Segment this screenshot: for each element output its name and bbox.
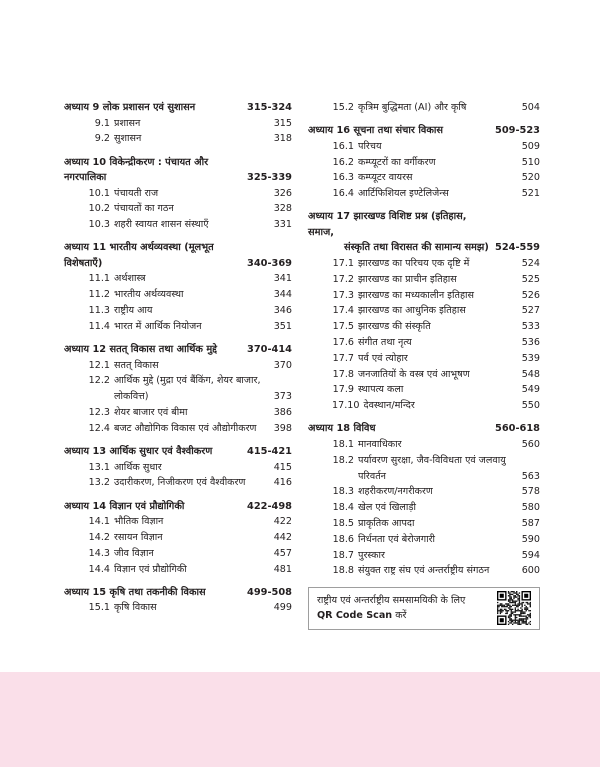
entry-number: 11.4: [88, 320, 110, 332]
entry-number: 18.8: [332, 565, 354, 577]
entry-label: [308, 100, 510, 116]
toc-entry[interactable]: [64, 186, 292, 202]
entry-title: पंचायतों का गठन: [114, 203, 174, 215]
toc-entry[interactable]: [64, 421, 292, 437]
entry-title: राष्ट्रीय आय: [114, 305, 153, 317]
entry-label: [64, 319, 262, 335]
entry-page: 509: [521, 140, 540, 152]
entry-title: कृषि विकास: [114, 602, 157, 614]
entry-page: 422: [273, 516, 292, 528]
entry-label: [64, 514, 262, 530]
entry-number: 9.2: [94, 133, 110, 145]
entry-number: 17.3: [332, 289, 354, 301]
entry-number: 11.1: [88, 273, 110, 285]
entry-title: विज्ञान एवं प्रौद्योगिकी: [114, 563, 187, 575]
entry-label: [308, 170, 510, 186]
entry-label: [308, 398, 510, 414]
entry-label: [308, 139, 510, 155]
entry-page: 457: [273, 547, 292, 559]
chapter-page-range: 340-369: [247, 257, 292, 269]
entry-page: 326: [273, 187, 292, 199]
toc-entry[interactable]: [64, 271, 292, 287]
entry-number: 18.3: [332, 486, 354, 498]
toc-entry[interactable]: [308, 367, 540, 383]
toc-entry[interactable]: [308, 351, 540, 367]
chapter-heading[interactable]: [64, 585, 292, 601]
entry-number: 16.1: [332, 140, 354, 152]
entry-label: [308, 367, 510, 383]
entry-page: 416: [273, 477, 292, 489]
qr-scan-label: QR Code Scan: [317, 610, 393, 622]
toc-entry[interactable]: [64, 373, 292, 405]
entry-page: 600: [521, 565, 540, 577]
entry-page: 499: [273, 602, 292, 614]
entry-number: 13.2: [88, 477, 110, 489]
entry-label: [308, 500, 510, 516]
toc-entry[interactable]: [64, 460, 292, 476]
entry-number: 12.1: [88, 359, 110, 371]
chapter-title-line: अध्याय 14 विज्ञान एवं प्रौद्योगिकी: [64, 500, 185, 512]
entry-title: आर्टिफिशियल इण्टेलिजेन्स: [358, 188, 449, 200]
entry-page: 527: [521, 305, 540, 317]
chapter-heading[interactable]: [64, 240, 292, 271]
entry-title: झारखण्ड की संस्कृति: [358, 321, 431, 333]
entry-label: [64, 373, 262, 405]
entry-label: [308, 256, 510, 272]
chapter-page-range: 415-421: [247, 446, 292, 458]
toc-entry[interactable]: [64, 201, 292, 217]
entry-label: [64, 201, 262, 217]
entry-page: 548: [521, 368, 540, 380]
toc-entry[interactable]: [308, 256, 540, 272]
entry-page: 560: [521, 438, 540, 450]
entry-label: [308, 516, 510, 532]
chapter-title: [64, 342, 247, 358]
entry-title: पुरस्कार: [358, 549, 385, 561]
entry-title: उदारीकरण, निजीकरण एवं वैश्वीकरण: [114, 477, 246, 489]
chapter-title: [64, 100, 247, 116]
chapter-heading[interactable]: [64, 499, 292, 515]
entry-title: शेयर बाजार एवं बीमा: [114, 407, 188, 419]
entry-label: [64, 303, 262, 319]
entry-number: 13.1: [88, 461, 110, 473]
entry-title: अर्थशास्त्र: [114, 273, 146, 285]
entry-number: 18.6: [332, 533, 354, 545]
chapter-heading[interactable]: [64, 155, 292, 186]
chapter-title-line: अध्याय 17 झारखण्ड विशिष्ट प्रश्न (इतिहास, समाज,: [308, 211, 467, 238]
toc-entry[interactable]: [308, 398, 540, 414]
entry-title: भारत में आर्थिक नियोजन: [114, 320, 202, 332]
toc-entry[interactable]: [64, 303, 292, 319]
entry-number: 15.2: [332, 102, 354, 113]
qr-text: [317, 593, 465, 623]
qr-code-box: [308, 587, 540, 630]
entry-page: 533: [521, 321, 540, 333]
entry-label: [64, 475, 262, 491]
entry-page: 315: [273, 117, 292, 129]
entry-page: 442: [273, 532, 292, 544]
entry-title: झारखण्ड का आधुनिक इतिहास: [358, 305, 466, 317]
entry-page: 481: [273, 563, 292, 575]
chapter-page-range: 422-498: [247, 500, 292, 512]
chapter-page-range: 560-618: [495, 423, 540, 435]
entry-title: झारखण्ड का परिचय एक दृष्टि में: [358, 257, 470, 269]
entry-label: [308, 303, 510, 319]
entry-title: पंचायती राज: [114, 187, 159, 199]
chapter-section: [64, 342, 292, 436]
toc-entry[interactable]: [64, 600, 292, 616]
entry-label: [308, 272, 510, 288]
chapter-page-range: 509-523: [495, 125, 540, 137]
toc-entry[interactable]: [308, 563, 540, 579]
chapter-page-range: 499-508: [247, 586, 292, 598]
entry-page: 590: [521, 533, 540, 545]
entry-page: 341: [273, 273, 292, 285]
entry-number: 18.4: [332, 502, 354, 514]
chapter-title-line: अध्याय 13 आर्थिक सुधार एवं वैश्वीकरण: [64, 446, 213, 458]
qr-text-line2: [317, 608, 465, 623]
entry-label: [308, 335, 510, 351]
entry-number: 17.4: [332, 305, 354, 317]
chapter-title: [64, 585, 247, 601]
toc-entry[interactable]: [308, 516, 540, 532]
toc-entry[interactable]: [64, 530, 292, 546]
toc-entry[interactable]: [308, 437, 540, 453]
chapter-heading[interactable]: [308, 123, 540, 139]
entry-page: 504: [521, 102, 540, 113]
toc-entry[interactable]: [308, 288, 540, 304]
entry-title: परिचय: [358, 140, 382, 152]
toc-entry[interactable]: [308, 548, 540, 564]
entry-page: 520: [521, 172, 540, 184]
entry-page: 344: [273, 289, 292, 301]
entry-number: 17.9: [332, 384, 354, 396]
entry-number: 16.3: [332, 172, 354, 184]
entry-number: 18.2: [332, 454, 354, 466]
chapter-title: [64, 499, 247, 515]
entry-label: [64, 421, 262, 437]
entry-label: [64, 358, 262, 374]
entry-page: 594: [521, 549, 540, 561]
entry-page: 563: [521, 470, 540, 482]
entry-label: [64, 271, 262, 287]
chapter-title-line: संस्कृति तथा विरासत की सामान्य समझ): [344, 242, 489, 254]
entry-label: [64, 530, 262, 546]
entry-label: [308, 382, 510, 398]
entry-label: [64, 562, 262, 578]
entry-title: संगीत तथा नृत्य: [358, 336, 412, 348]
toc-right-column: [308, 100, 540, 630]
chapter-title-line: अध्याय 11 भारतीय अर्थव्यवस्था (मूलभूत विशेषताएँ): [64, 242, 214, 269]
entry-number: 17.5: [332, 321, 354, 333]
entry-page: 525: [521, 273, 540, 285]
chapter-section: [308, 209, 540, 413]
entry-page: 510: [521, 156, 540, 168]
entry-label: [64, 116, 262, 132]
toc-entry[interactable]: [308, 335, 540, 351]
entry-title: देवस्थान/मन्दिर: [363, 400, 415, 412]
chapter-title-line: अध्याय 12 सतत् विकास तथा आर्थिक मुद्दे: [64, 344, 217, 356]
toc-entry[interactable]: [308, 155, 540, 171]
entry-number: 16.4: [332, 188, 354, 200]
chapter-heading[interactable]: [308, 209, 540, 256]
entry-title: सतत् विकास: [114, 359, 159, 371]
entry-page: 578: [521, 486, 540, 498]
toc-entry[interactable]: [308, 170, 540, 186]
chapter-section: [308, 421, 540, 579]
entry-number: 10.2: [88, 203, 110, 215]
toc-entry[interactable]: [64, 116, 292, 132]
entry-page: 539: [521, 352, 540, 364]
entry-number: 11.2: [88, 289, 110, 301]
chapter-title-line: अध्याय 10 विकेन्द्रीकरण : पंचायत और नगरपालिका: [64, 156, 209, 184]
chapter-title: [308, 123, 495, 139]
entry-title: पर्यावरण सुरक्षा, जैव-विविधता एवं जलवायु परिवर्तन: [358, 454, 506, 482]
entry-title: कम्प्यूटरों का वर्गीकरण: [358, 156, 436, 168]
toc-entry[interactable]: [308, 532, 540, 548]
chapter-title: [308, 421, 495, 437]
entry-label: [308, 319, 510, 335]
entry-page: 536: [521, 336, 540, 348]
entry-label: [308, 186, 510, 202]
entry-title: झारखण्ड का मध्यकालीन इतिहास: [358, 289, 475, 301]
entry-label: [64, 131, 262, 147]
entry-title: मानवाधिकार: [358, 438, 402, 450]
toc-entry[interactable]: [64, 405, 292, 421]
entry-title: प्राकृतिक आपदा: [358, 517, 415, 529]
chapter-section: [64, 585, 292, 616]
entry-title: भारतीय अर्थव्यवस्था: [114, 289, 184, 301]
entry-number: 10.1: [88, 187, 110, 199]
entry-label: [308, 155, 510, 171]
entry-page: 526: [521, 289, 540, 301]
toc-entry[interactable]: [308, 186, 540, 202]
entry-title: शहरीकरण/नगरीकरण: [358, 486, 433, 498]
toc-entry[interactable]: [308, 500, 540, 516]
toc-entry[interactable]: [308, 100, 540, 116]
entry-page: 587: [521, 517, 540, 529]
entry-page: 550: [521, 400, 540, 412]
toc-entry[interactable]: [64, 562, 292, 578]
chapter-section: [308, 123, 540, 202]
entry-title: रसायन विज्ञान: [114, 532, 163, 544]
chapter-page-range: 524-559: [495, 242, 540, 254]
chapter-title: [64, 155, 247, 186]
entry-page: 370: [273, 359, 292, 371]
toc-entry[interactable]: [308, 139, 540, 155]
toc-entry[interactable]: [64, 514, 292, 530]
entry-label: [64, 600, 262, 616]
entry-title: जीव विज्ञान: [114, 547, 154, 559]
entry-number: 12.4: [88, 422, 110, 434]
toc-entry[interactable]: [308, 272, 540, 288]
entry-label: [308, 437, 510, 453]
entry-label: [308, 484, 510, 500]
entry-number: 12.3: [88, 407, 110, 419]
entry-number: 17.2: [332, 273, 354, 285]
chapter-title: [64, 240, 247, 271]
footer-band: [0, 672, 600, 767]
entry-number: 18.7: [332, 549, 354, 561]
toc-entry[interactable]: [64, 131, 292, 147]
chapter-page-range: 315-324: [247, 102, 292, 113]
chapter-section: [64, 240, 292, 334]
chapter-title: [64, 444, 247, 460]
toc-entry[interactable]: [64, 358, 292, 374]
chapter-heading[interactable]: [64, 342, 292, 358]
entry-page: 318: [273, 133, 292, 145]
entry-title: स्थापत्य कला: [358, 384, 404, 396]
entry-page: 549: [521, 384, 540, 396]
entry-title: प्रशासन: [114, 117, 141, 129]
entry-page: 351: [273, 320, 292, 332]
entry-title: जनजातियों के वस्त्र एवं आभूषण: [358, 368, 470, 380]
entry-title: निर्धनता एवं बेरोजगारी: [358, 533, 436, 545]
entry-label: [308, 532, 510, 548]
entry-page: 331: [273, 219, 292, 231]
chapter-title-line: अध्याय 9 लोक प्रशासन एवं सुशासन: [64, 102, 196, 113]
entry-number: 17.7: [332, 352, 354, 364]
entry-number: 18.5: [332, 517, 354, 529]
entry-label: [64, 546, 262, 562]
entry-number: 14.2: [88, 532, 110, 544]
chapter-page-range: 325-339: [247, 172, 292, 184]
chapter-title-line: अध्याय 16 सूचना तथा संचार विकास: [308, 125, 444, 137]
entry-page: 580: [521, 502, 540, 514]
entry-label: [308, 563, 510, 579]
entry-number: 17.8: [332, 368, 354, 380]
entry-title: कृत्रिम बुद्धिमता (AI) और कृषि: [358, 102, 467, 113]
chapter-heading[interactable]: [64, 100, 292, 116]
entry-number: 11.3: [88, 305, 110, 317]
chapter-section: [64, 444, 292, 491]
entry-number: 17.1: [332, 257, 354, 269]
qr-scan-suffix: करें: [392, 610, 407, 622]
entry-page: 328: [273, 203, 292, 215]
chapter-title-line: अध्याय 18 विविध: [308, 423, 376, 435]
qr-code-icon[interactable]: [497, 591, 531, 625]
chapter-heading[interactable]: [308, 421, 540, 437]
entry-title: बजट औद्योगिक विकास एवं औद्योगीकरण: [114, 422, 257, 434]
entry-label: [64, 217, 262, 233]
chapter-title-line: अध्याय 15 कृषि तथा तकनीकी विकास: [64, 586, 206, 598]
entry-label: [308, 453, 510, 485]
entry-title: पर्व एवं त्योहार: [358, 352, 408, 364]
entry-page: 373: [273, 391, 292, 403]
chapter-title: [308, 209, 495, 256]
entry-label: [64, 287, 262, 303]
entry-title: संयुक्त राष्ट्र संघ एवं अन्तर्राष्ट्रीय संगठन: [358, 565, 490, 577]
entry-page: 521: [521, 188, 540, 200]
entry-number: 14.1: [88, 516, 110, 528]
entry-number: 14.4: [88, 563, 110, 575]
entry-title: कम्प्यूटर वायरस: [358, 172, 413, 184]
toc-entry[interactable]: [64, 546, 292, 562]
qr-text-line1: राष्ट्रीय एवं अन्तर्राष्ट्रीय समसामयिकी के लिए: [317, 595, 466, 607]
toc-entry[interactable]: [308, 319, 540, 335]
entry-title: भौतिक विज्ञान: [114, 516, 164, 528]
entry-number: 18.1: [332, 438, 354, 450]
entry-page: 346: [273, 305, 292, 317]
entry-label: [64, 460, 262, 476]
entry-number: 17.6: [332, 336, 354, 348]
toc-entry[interactable]: [308, 453, 540, 485]
entry-number: 12.2: [88, 375, 110, 387]
entry-page: 386: [273, 407, 292, 419]
chapter-page-range: 370-414: [247, 344, 292, 356]
chapter-section: [64, 100, 292, 147]
toc-entry[interactable]: [64, 319, 292, 335]
entry-title: खेल एवं खिलाड़ी: [358, 502, 417, 514]
entry-number: 14.3: [88, 547, 110, 559]
toc-entry[interactable]: [308, 382, 540, 398]
entry-page: 398: [273, 422, 292, 434]
entry-page: 415: [273, 461, 292, 473]
entry-label: [64, 186, 262, 202]
entry-title: आर्थिक मुद्दे (मुद्रा एवं बैंकिंग, शेयर बाजार, लोकवित्त): [114, 375, 261, 403]
entry-title: शहरी स्वायत शासन संस्थाएँ: [114, 219, 209, 231]
entry-number: 17.10: [332, 400, 360, 412]
toc-entry[interactable]: [308, 484, 540, 500]
entry-number: 16.2: [332, 156, 354, 168]
entry-title: झारखण्ड का प्राचीन इतिहास: [358, 273, 457, 285]
entry-label: [308, 351, 510, 367]
chapter-section: [308, 100, 540, 116]
chapter-heading[interactable]: [64, 444, 292, 460]
toc-entry[interactable]: [308, 303, 540, 319]
toc-entry[interactable]: [64, 475, 292, 491]
entry-label: [308, 548, 510, 564]
entry-title: सुशासन: [114, 133, 142, 145]
toc-left-column: [64, 100, 292, 624]
toc-entry[interactable]: [64, 287, 292, 303]
entry-number: 15.1: [88, 602, 110, 614]
entry-page: 524: [521, 257, 540, 269]
entry-label: [308, 288, 510, 304]
entry-title: आर्थिक सुधार: [114, 461, 162, 473]
entry-number: 9.1: [94, 117, 110, 129]
toc-entry[interactable]: [64, 217, 292, 233]
chapter-section: [64, 499, 292, 578]
entry-number: 10.3: [88, 219, 110, 231]
chapter-section: [64, 155, 292, 233]
entry-label: [64, 405, 262, 421]
